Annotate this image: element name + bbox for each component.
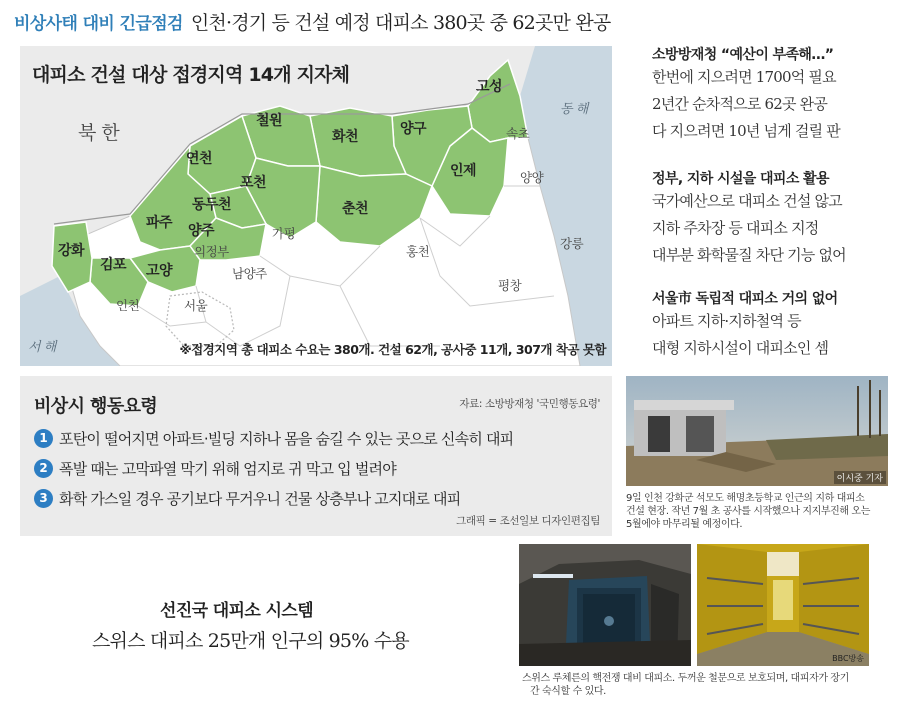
label-gangneung: 강릉 [560, 236, 584, 251]
label-west-sea: 서 해 [28, 340, 56, 355]
photo-credit: 이시중 기자 [834, 471, 886, 484]
label-gapyeong: 가평 [272, 226, 296, 241]
map-graphic [20, 46, 612, 366]
action-text: 화학 가스일 경우 공기보다 무거우니 건물 상층부나 고지대로 대피 [59, 489, 461, 508]
swiss-subheading: 스위스 대피소 25만개 인구의 95% 수용 [92, 630, 409, 652]
map-title: 대피소 건설 대상 접경지역 14개 지자체 [32, 64, 350, 86]
label-namyangju: 남양주 [232, 266, 267, 281]
caption-line: 건설 현장. 작년 7월 초 공사를 시작했으나 지지부진해 오는 [626, 506, 870, 517]
section-heading: 정부, 지하 시설을 대피소 활용 [652, 171, 829, 187]
section-line: 2년간 순차적으로 62곳 완공 [652, 95, 828, 113]
number-badge: 2 [34, 459, 53, 478]
caption-line: 스위스 루체른의 핵전쟁 대비 대피소. 두꺼운 철문으로 보호되며, 대피자가 장기 [522, 673, 849, 684]
section-line: 아파트 지하·지하철역 등 [652, 312, 801, 330]
swiss-bunk-room-photo [697, 544, 869, 666]
label-pyeongchang: 평창 [498, 278, 522, 293]
label-paju: 파주 [146, 215, 173, 231]
label-goseong: 고성 [476, 79, 503, 95]
label-east-sea: 동 해 [560, 102, 588, 117]
label-pocheon: 포천 [240, 175, 267, 191]
map-note: ※접경지역 총 대피소 수요는 380개. 건설 62개, 공사중 11개, 307개 착공 못함 [179, 342, 606, 357]
section-heading: 소방방재청 “예산이 부족해…” [652, 47, 834, 63]
label-ganghwa: 강화 [58, 243, 85, 259]
number-badge: 3 [34, 489, 53, 508]
action-text: 포탄이 떨어지면 아파트·빌딩 지하나 몸을 숨길 수 있는 곳으로 신속히 대피 [59, 429, 514, 448]
action-guide-source: 자료: 소방방재청 '국민행동요령' [459, 398, 600, 410]
swiss-bunker-door-photo [519, 544, 691, 666]
action-item [34, 456, 396, 480]
label-yangju: 양주 [188, 223, 215, 239]
photo-credit: BBC방송 [832, 654, 864, 663]
section-line: 다 지으려면 10년 넘게 걸릴 판 [652, 122, 840, 140]
shelter-photo-caption [626, 492, 902, 531]
section-line: 대부분 화학물질 차단 기능 없어 [652, 246, 846, 264]
headline: 인천·경기 등 건설 예정 대피소 380곳 중 62곳만 완공 [190, 12, 611, 34]
sidebar-section-2 [652, 168, 902, 269]
label-yeoncheon: 연천 [186, 151, 213, 167]
swiss-heading: 선진국 대피소 시스템 [160, 601, 314, 621]
label-uijeongbu: 의정부 [194, 244, 229, 259]
caption-line: 간 숙식할 수 있다. [530, 686, 606, 697]
action-text: 폭발 때는 고막파열 막기 위해 엄지로 귀 막고 입 벌려야 [59, 459, 396, 478]
label-hongcheon: 홍천 [406, 244, 430, 259]
label-chuncheon: 춘천 [342, 201, 369, 217]
action-guide-title: 비상시 행동요령 [34, 396, 158, 417]
action-item [34, 426, 513, 450]
graphic-credit: 그래픽 = 조선일보 디자인편집팀 [456, 515, 600, 527]
caption-line: 9일 인천 강화군 석모도 해명초등학교 인근의 지하 대피소 [626, 493, 865, 504]
label-seoul: 서울 [184, 298, 208, 313]
swiss-photo-caption [522, 672, 872, 698]
label-dongducheon: 동두천 [192, 197, 232, 213]
section-line: 한번에 지으려면 1700억 필요 [652, 68, 836, 86]
label-cheorwon: 철원 [256, 113, 283, 129]
caption-line: 5월에야 마무리될 예정이다. [626, 519, 743, 530]
action-guide-box [20, 376, 612, 536]
page-header [14, 8, 610, 35]
section-line: 대형 지하시설이 대피소인 셈 [652, 339, 829, 357]
sidebar-section-3 [652, 288, 902, 362]
border-region-map [20, 46, 612, 366]
section-line: 국가예산으로 대피소 건설 않고 [652, 192, 842, 210]
shelter-construction-photo [626, 376, 888, 486]
number-badge: 1 [34, 429, 53, 448]
label-incheon: 인천 [116, 298, 140, 313]
action-item [34, 486, 460, 510]
label-sokcho: 속초 [506, 126, 530, 141]
label-north-korea: 북 한 [78, 122, 120, 144]
sidebar-section-1 [652, 44, 902, 145]
label-yanggu: 양구 [400, 121, 427, 137]
label-goyang: 고양 [146, 263, 173, 279]
label-hwacheon: 화천 [332, 129, 359, 145]
header-kicker: 비상사태 대비 긴급점검 [14, 14, 183, 34]
label-yangyang: 양양 [520, 170, 544, 185]
section-line: 지하 주차장 등 대피소 지정 [652, 219, 819, 237]
label-gimpo: 김포 [100, 257, 127, 273]
section-heading: 서울市 독립적 대피소 거의 없어 [652, 291, 838, 307]
label-inje: 인제 [450, 163, 477, 179]
